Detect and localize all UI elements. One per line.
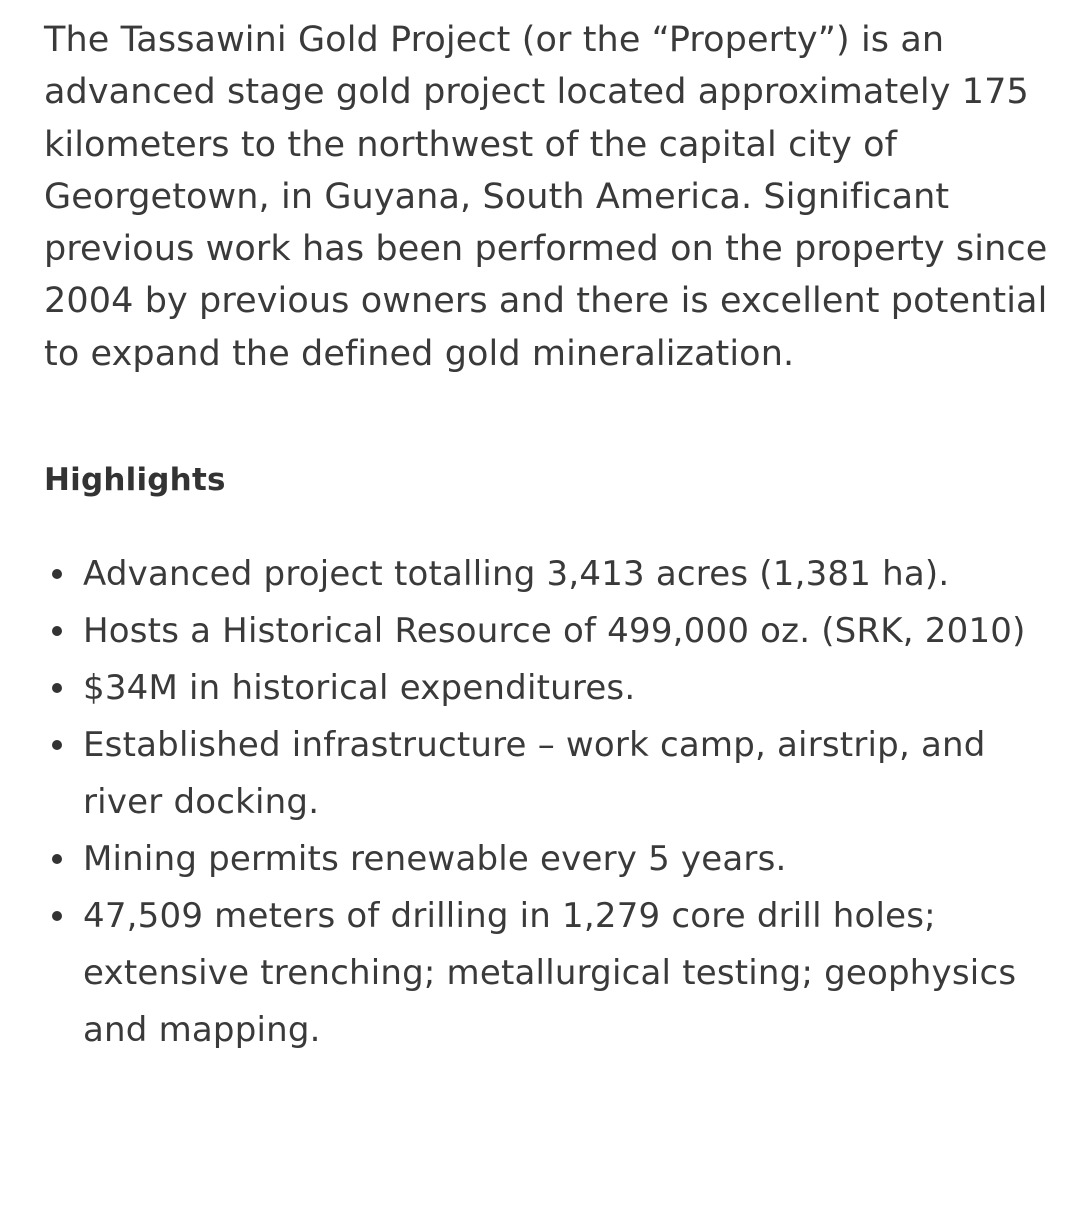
list-item-text: $34M in historical expenditures.	[83, 668, 636, 709]
list-item	[44, 831, 1053, 888]
list-item-text: 47,509 meters of drilling in 1,279 core drill holes; extensive trenching; metallurgical testing; geophysics and mapping.	[83, 896, 1017, 1051]
list-item	[44, 660, 1053, 717]
list-item-text: Hosts a Historical Resource of 499,000 oz. (SRK, 2010)	[83, 611, 1026, 652]
highlights-list	[44, 546, 1053, 1059]
list-item-text: Mining permits renewable every 5 years.	[83, 839, 787, 880]
highlights-heading: Highlights	[44, 462, 226, 499]
bullet-icon	[52, 854, 62, 864]
bullet-icon	[52, 911, 62, 921]
list-item	[44, 546, 1053, 603]
bullet-icon	[52, 569, 62, 579]
bullet-icon	[52, 626, 62, 636]
list-item-text: Advanced project totalling 3,413 acres (1,381 ha).	[83, 554, 950, 595]
intro-paragraph: The Tassawini Gold Project (or the “Property”) is an advanced stage gold project located approximately 175 kilometers to the northwest of the capital city of Georgetown, in Guyana, South America. Significant previous work has been performed on the property since 2004 by previous owners and there is excellent potential to expand the defined gold mineralization.	[44, 20, 1048, 374]
list-item	[44, 717, 1053, 831]
list-item-text: Established infrastructure – work camp, airstrip, and river docking.	[83, 725, 986, 823]
bullet-icon	[52, 740, 62, 750]
list-item	[44, 888, 1053, 1059]
list-item	[44, 603, 1053, 660]
bullet-icon	[52, 683, 62, 693]
